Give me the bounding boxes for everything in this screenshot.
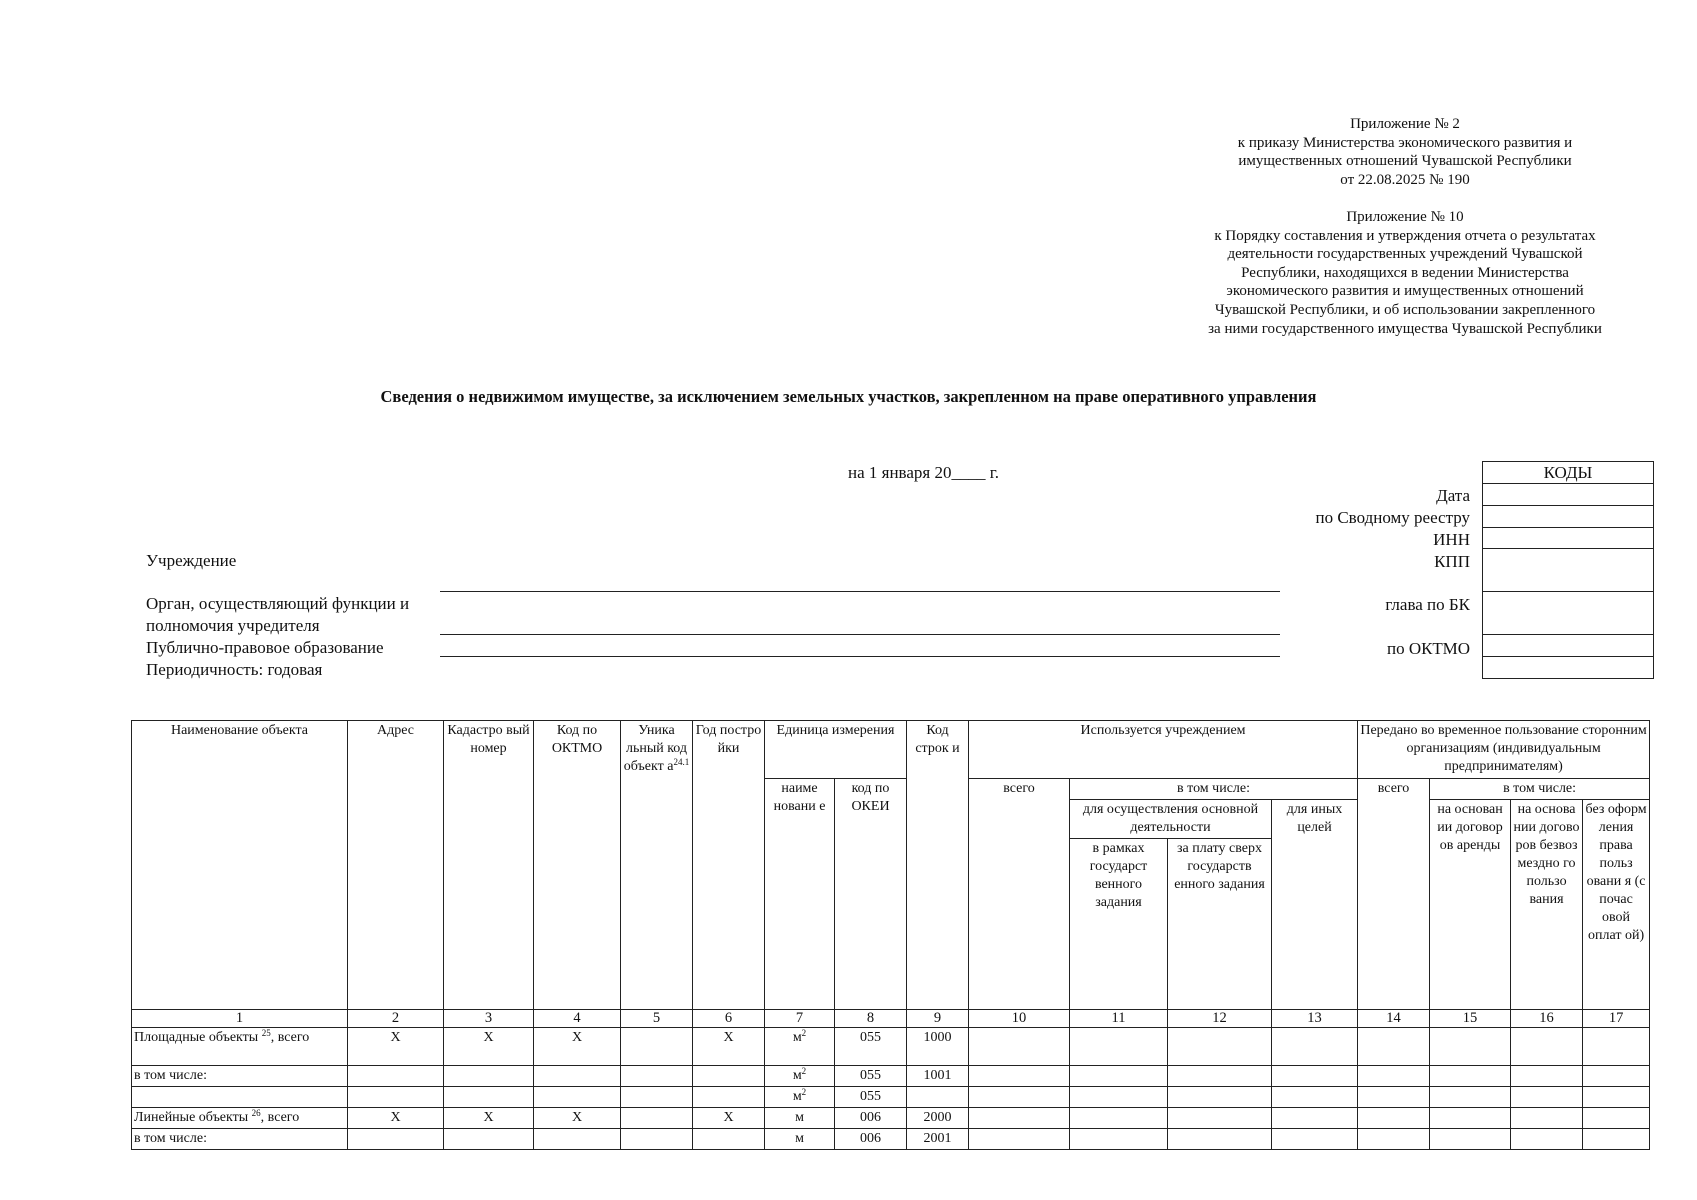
cell-c6[interactable] <box>693 1066 765 1087</box>
codes-label-oktmo: по ОКТМО <box>1386 639 1470 658</box>
cell-okei: 006 <box>835 1108 907 1129</box>
header-used-paid: за плату сверх государств енного задания <box>1168 839 1272 1010</box>
cell-value-17[interactable] <box>1583 1066 1650 1087</box>
header-transferred-including: в том числе: <box>1430 779 1650 800</box>
document-title: Сведения о недвижимом имуществе, за исключением земельных участков, закрепленном на праве оперативного управления <box>380 387 1317 406</box>
header-used-total: всего <box>969 779 1070 1010</box>
report-date: на 1 января 20____ г. <box>848 463 1000 482</box>
column-number: 2 <box>348 1010 444 1028</box>
cell-unit <box>765 1129 835 1150</box>
cell-value-11[interactable] <box>1070 1108 1168 1129</box>
cell-value-13[interactable] <box>1272 1129 1358 1150</box>
cell-c2[interactable]: X <box>348 1108 444 1129</box>
column-number: 17 <box>1583 1010 1650 1028</box>
row-name <box>132 1087 348 1108</box>
cell-value-11[interactable] <box>1070 1066 1168 1087</box>
cell-c5[interactable] <box>621 1087 693 1108</box>
cell-c3[interactable] <box>444 1066 534 1087</box>
row-name-tail: , всего <box>270 1030 310 1045</box>
label-public-entity: Публично-правовое образование <box>146 638 384 657</box>
cell-value-12[interactable] <box>1168 1066 1272 1087</box>
code-cell-registry[interactable] <box>1483 506 1654 528</box>
table-row <box>132 1066 1650 1087</box>
cell-c5[interactable] <box>621 1028 693 1066</box>
column-number: 12 <box>1168 1010 1272 1028</box>
unit-text: м <box>792 1068 802 1083</box>
founder-field-line[interactable] <box>440 634 1280 635</box>
column-number: 10 <box>969 1010 1070 1028</box>
column-number: 8 <box>835 1010 907 1028</box>
table-row <box>132 1028 1650 1066</box>
header-used-including: в том числе: <box>1070 779 1358 800</box>
label-founder-line1: Орган, осуществляющий функции и <box>146 594 410 613</box>
row-name-text: в том числе: <box>134 1068 207 1083</box>
annex-line: Республики, находящихся в ведении Министерства <box>1241 264 1569 281</box>
cell-value-14[interactable] <box>1358 1066 1430 1087</box>
cell-value-14[interactable] <box>1358 1129 1430 1150</box>
cell-value-11[interactable] <box>1070 1129 1168 1150</box>
unit-text: м <box>795 1110 804 1125</box>
header-transferred: Передано во временное пользование сторонним организациям (индивидуальным предпринимателям) <box>1358 721 1650 779</box>
cell-value-17[interactable] <box>1583 1028 1650 1066</box>
cell-line-code: 1000 <box>907 1028 969 1066</box>
header-transferred-noform: без оформ ления права польз овани я (с почас овой оплат ой) <box>1583 800 1650 1010</box>
cell-okei: 055 <box>835 1028 907 1066</box>
annex-line: Приложение № 10 <box>1346 209 1464 225</box>
header-unit: Единица измерения <box>765 721 907 779</box>
cell-unit <box>765 1066 835 1087</box>
unit-text: м <box>792 1089 802 1104</box>
cell-value-13[interactable] <box>1272 1028 1358 1066</box>
column-number: 5 <box>621 1010 693 1028</box>
cell-c6[interactable] <box>693 1087 765 1108</box>
cell-value-16[interactable] <box>1511 1108 1583 1129</box>
cell-c2[interactable] <box>348 1129 444 1150</box>
row-name <box>132 1129 348 1150</box>
table-row <box>132 1129 1650 1150</box>
cell-value-14[interactable] <box>1358 1108 1430 1129</box>
header-address: Адрес <box>348 721 444 1010</box>
codes-table <box>1482 461 1654 679</box>
cell-value-15[interactable] <box>1430 1087 1511 1108</box>
column-number: 3 <box>444 1010 534 1028</box>
cell-value-13[interactable] <box>1272 1108 1358 1129</box>
cell-c6[interactable]: X <box>693 1108 765 1129</box>
row-name-tail: , всего <box>260 1110 300 1125</box>
cell-line-code: 1001 <box>907 1066 969 1087</box>
annex-10-header <box>1180 208 1630 338</box>
header-used-other: для иных целей <box>1272 800 1358 1010</box>
cell-c3[interactable] <box>444 1129 534 1150</box>
annex-line: имущественных отношений Чувашской Республики <box>1238 153 1572 170</box>
cell-value-17[interactable] <box>1583 1087 1650 1108</box>
column-number: 16 <box>1511 1010 1583 1028</box>
codes-label-bk: глава по БК <box>1385 595 1470 614</box>
cell-value-15[interactable] <box>1430 1108 1511 1129</box>
column-number: 13 <box>1272 1010 1358 1028</box>
cell-value-16[interactable] <box>1511 1087 1583 1108</box>
cell-c4[interactable]: X <box>534 1028 621 1066</box>
cell-c2[interactable] <box>348 1087 444 1108</box>
code-cell-inn[interactable] <box>1483 528 1654 549</box>
cell-value-15[interactable] <box>1430 1028 1511 1066</box>
cell-c6[interactable]: X <box>693 1028 765 1066</box>
header-used-state-task: в рамках государст венного задания <box>1070 839 1168 1010</box>
cell-value-14[interactable] <box>1358 1028 1430 1066</box>
header-used: Используется учреждением <box>969 721 1358 779</box>
header-unique-code <box>621 721 693 1010</box>
cell-c4[interactable] <box>534 1129 621 1150</box>
cell-value-16[interactable] <box>1511 1066 1583 1087</box>
header-unit-name: наиме новани е <box>765 779 835 1010</box>
row-name-text: Площадные объекты <box>134 1030 259 1045</box>
annex-line: Приложение № 2 <box>1350 116 1460 132</box>
codes-label-inn: ИНН <box>1433 530 1470 549</box>
footnote-ref: 26 <box>251 1108 261 1118</box>
cell-value-12[interactable] <box>1168 1108 1272 1129</box>
header-unique-code-text: Уника льный код объект а <box>623 723 688 774</box>
annex-line: от 22.08.2025 № 190 <box>1340 171 1470 188</box>
header-transferred-free: на основа нии догово ров безвоз мездно го пользо вания <box>1511 800 1583 1010</box>
cell-unit <box>765 1087 835 1108</box>
cell-value-16[interactable] <box>1511 1028 1583 1066</box>
cell-c3[interactable] <box>444 1087 534 1108</box>
header-name: Наименование объекта <box>132 721 348 1010</box>
cell-c5[interactable] <box>621 1129 693 1150</box>
annex-2-header <box>1165 115 1645 189</box>
column-number: 7 <box>765 1010 835 1028</box>
cell-unit <box>765 1028 835 1066</box>
cell-line-code: 2001 <box>907 1129 969 1150</box>
annex-line: экономического развития и имущественных отношений <box>1226 283 1584 300</box>
column-number: 1 <box>132 1010 348 1028</box>
cell-c5[interactable] <box>621 1108 693 1129</box>
row-name <box>132 1108 348 1129</box>
header-transferred-rent: на основан ии договор ов аренды <box>1430 800 1511 1010</box>
header-oktmo: Код по ОКТМО <box>534 721 621 1010</box>
cell-value-17[interactable] <box>1583 1108 1650 1129</box>
cell-unit <box>765 1108 835 1129</box>
cell-value-10[interactable] <box>969 1028 1070 1066</box>
cell-value-12[interactable] <box>1168 1129 1272 1150</box>
label-institution: Учреждение <box>146 551 237 570</box>
table-row <box>132 1108 1650 1129</box>
cell-value-14[interactable] <box>1358 1087 1430 1108</box>
column-number: 9 <box>907 1010 969 1028</box>
cell-c4[interactable] <box>534 1066 621 1087</box>
table-row <box>132 1087 1650 1108</box>
column-number: 6 <box>693 1010 765 1028</box>
cell-c2[interactable]: X <box>348 1028 444 1066</box>
annex-line: к приказу Министерства экономического развития и <box>1237 134 1573 151</box>
cell-value-15[interactable] <box>1430 1129 1511 1150</box>
cell-value-11[interactable] <box>1070 1087 1168 1108</box>
column-number: 15 <box>1430 1010 1511 1028</box>
label-periodicity: Периодичность: годовая <box>146 660 323 679</box>
cell-value-12[interactable] <box>1168 1087 1272 1108</box>
annex-line: деятельности государственных учреждений Чувашской <box>1227 246 1583 263</box>
unit-exponent: 2 <box>801 1028 807 1038</box>
codes-label-kpp: КПП <box>1434 552 1470 571</box>
cell-c4[interactable] <box>534 1087 621 1108</box>
label-founder <box>146 593 409 636</box>
codes-label-date: Дата <box>1436 486 1470 505</box>
header-transferred-total: всего <box>1358 779 1430 1010</box>
cell-value-13[interactable] <box>1272 1066 1358 1087</box>
annex-line: Чувашской Республики, и об использовании закрепленного <box>1214 301 1596 318</box>
cell-okei: 055 <box>835 1087 907 1108</box>
label-founder-line2: полномочия учредителя <box>146 615 320 635</box>
unit-exponent: 2 <box>801 1066 807 1076</box>
cell-value-10[interactable] <box>969 1066 1070 1087</box>
column-numbers-row <box>132 1010 1650 1028</box>
unit-text: м <box>795 1131 804 1146</box>
cell-value-10[interactable] <box>969 1087 1070 1108</box>
cell-okei: 055 <box>835 1066 907 1087</box>
cell-c3[interactable]: X <box>444 1028 534 1066</box>
row-name <box>132 1066 348 1087</box>
cell-value-12[interactable] <box>1168 1028 1272 1066</box>
column-number: 11 <box>1070 1010 1168 1028</box>
footnote-ref: 24.1 <box>673 757 690 767</box>
public-entity-field-line[interactable] <box>440 656 1280 657</box>
cell-c5[interactable] <box>621 1066 693 1087</box>
header-used-main: для осуществления основной деятельности <box>1070 800 1272 839</box>
annex-line: за ними государственного имущества Чувашской Республики <box>1208 320 1602 337</box>
property-table <box>131 720 1650 1150</box>
unit-exponent: 2 <box>801 1087 807 1097</box>
institution-field-line[interactable] <box>440 591 1280 592</box>
cell-value-13[interactable] <box>1272 1087 1358 1108</box>
row-name-text: в том числе: <box>134 1131 207 1146</box>
cell-value-16[interactable] <box>1511 1129 1583 1150</box>
row-name-text: Линейные объекты <box>134 1110 249 1125</box>
codes-header: КОДЫ <box>1483 462 1654 484</box>
cell-value-10[interactable] <box>969 1108 1070 1129</box>
unit-text: м <box>792 1030 802 1045</box>
cell-value-17[interactable] <box>1583 1129 1650 1150</box>
cell-c6[interactable] <box>693 1129 765 1150</box>
code-cell-oktmo[interactable] <box>1483 635 1654 657</box>
cell-value-10[interactable] <box>969 1129 1070 1150</box>
footnote-ref: 25 <box>261 1028 271 1038</box>
cell-c3[interactable]: X <box>444 1108 534 1129</box>
cell-c4[interactable]: X <box>534 1108 621 1129</box>
code-cell-date[interactable] <box>1483 484 1654 506</box>
code-cell-bk[interactable] <box>1483 592 1654 635</box>
header-line-code: Код строк и <box>907 721 969 1010</box>
cell-line-code <box>907 1087 969 1108</box>
cell-line-code: 2000 <box>907 1108 969 1129</box>
cell-c2[interactable] <box>348 1066 444 1087</box>
cell-okei: 006 <box>835 1129 907 1150</box>
code-cell-extra[interactable] <box>1483 657 1654 679</box>
header-cadastral: Кадастро вый номер <box>444 721 534 1010</box>
cell-value-11[interactable] <box>1070 1028 1168 1066</box>
row-name <box>132 1028 348 1066</box>
header-unit-okei: код по ОКЕИ <box>835 779 907 1010</box>
code-cell-kpp[interactable] <box>1483 549 1654 592</box>
column-number: 14 <box>1358 1010 1430 1028</box>
annex-line: к Порядку составления и утверждения отчета о результатах <box>1214 227 1596 244</box>
header-year: Год постро йки <box>693 721 765 1010</box>
codes-label-registry: по Сводному реестру <box>1315 508 1470 527</box>
cell-value-15[interactable] <box>1430 1066 1511 1087</box>
column-number: 4 <box>534 1010 621 1028</box>
